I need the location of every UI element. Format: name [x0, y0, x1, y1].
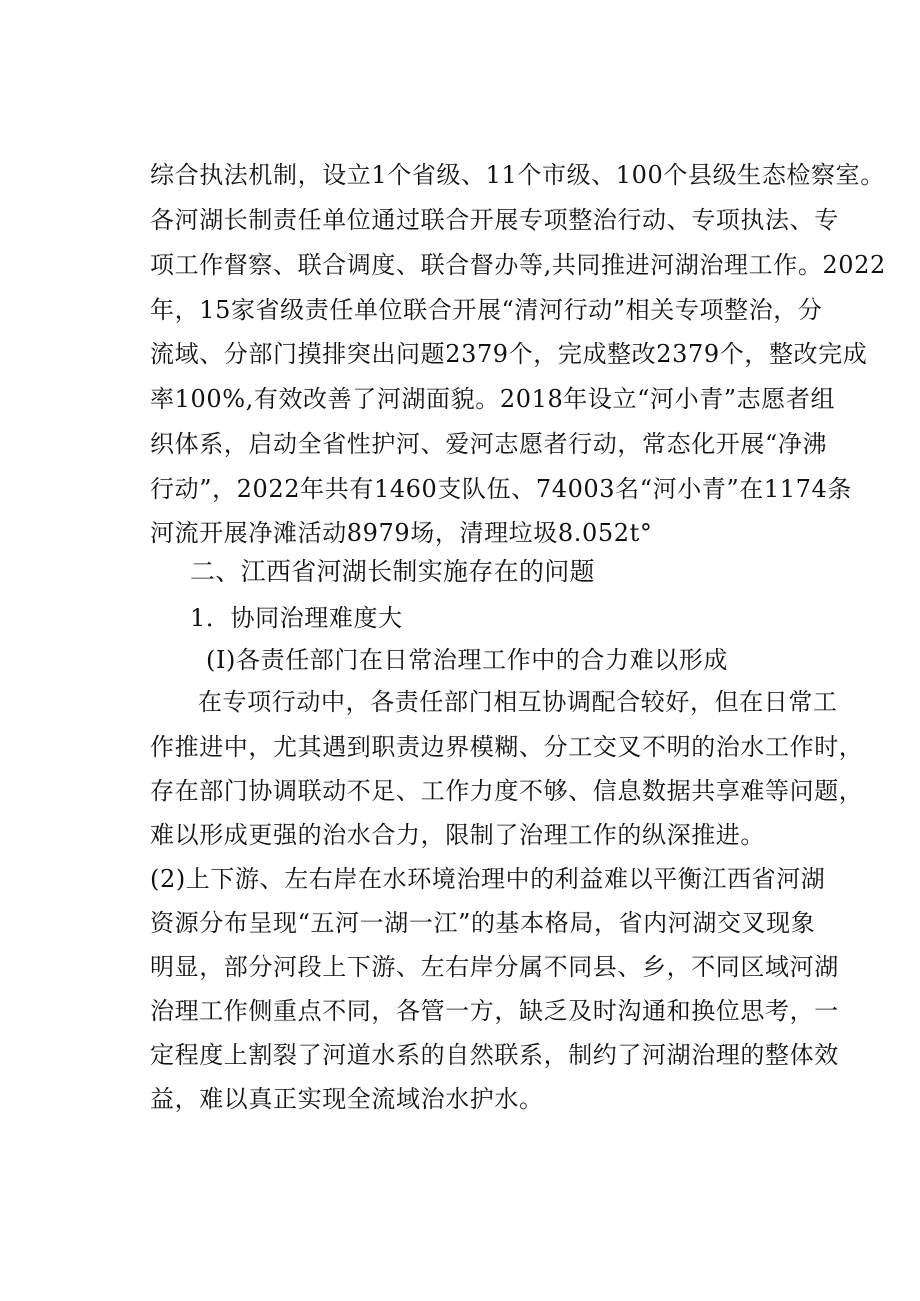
text-line: 流域、分部门摸排突出问题2379个，完成整改2379个，整改完成	[150, 340, 868, 368]
text-line: 定程度上割裂了河道水系的自然联系，制约了河湖治理的整体效	[150, 1041, 839, 1069]
text-line: 行动”，2022年共有1460支队伍、74003名“河小青”在1174条	[150, 475, 852, 503]
section-heading: 二、江西省河湖长制实施存在的问题	[190, 557, 595, 586]
text-line: 治理工作侧重点不同，各管一方，缺乏及时沟通和换位思考，一	[150, 997, 839, 1025]
text-line: 率100%,有效改善了河湖面貌。2018年设立“河小青”志愿者组	[150, 385, 836, 413]
text-line: 项工作督察、联合调度、联合督办等,共同推进河湖治理工作。2022	[150, 251, 886, 279]
text-line: 资源分布呈现“五河一湖一江”的基本格局，省内河湖交叉现象	[150, 909, 816, 937]
text-line: 年，15家省级责任单位联合开展“清河行动”相关专项整治，分	[150, 296, 823, 324]
text-line: 益，难以真正实现全流域治水护水。	[150, 1085, 544, 1113]
text-line: 各河湖长制责任单位通过联合开展专项整治行动、专项执法、专	[150, 206, 839, 234]
text-line: 织体系，启动全省性护河、爱河志愿者行动，常态化开展“净沸	[150, 430, 828, 458]
subheading-departments: (I)各责任部门在日常治理工作中的合力难以形成	[206, 646, 729, 674]
text-line: 难以形成更强的治水合力，限制了治理工作的纵深推进。	[150, 821, 765, 849]
text-line: 存在部门协调联动不足、工作力度不够、信息数据共享难等问题，	[150, 777, 864, 805]
text-line: 作推进中，尤其遇到职责边界模糊、分工交叉不明的治水工作时，	[150, 733, 864, 761]
text-line: 明显，部分河段上下游、左右岸分属不同县、乡，不同区域河湖	[150, 953, 839, 981]
text-line: 综合执法机制，设立1个省级、11个市级、100个县级生态检察室。	[150, 161, 885, 189]
text-line: 在专项行动中，各责任部门相互协调配合较好，但在日常工	[198, 688, 838, 716]
text-line: 河流开展净滩活动8979场，清理垃圾8.052t°	[150, 519, 653, 547]
text-line: (2)上下游、左右岸在水环境治理中的利益难以平衡江西省河湖	[150, 865, 826, 893]
subheading-coordination: 1．协同治理难度大	[190, 604, 403, 632]
